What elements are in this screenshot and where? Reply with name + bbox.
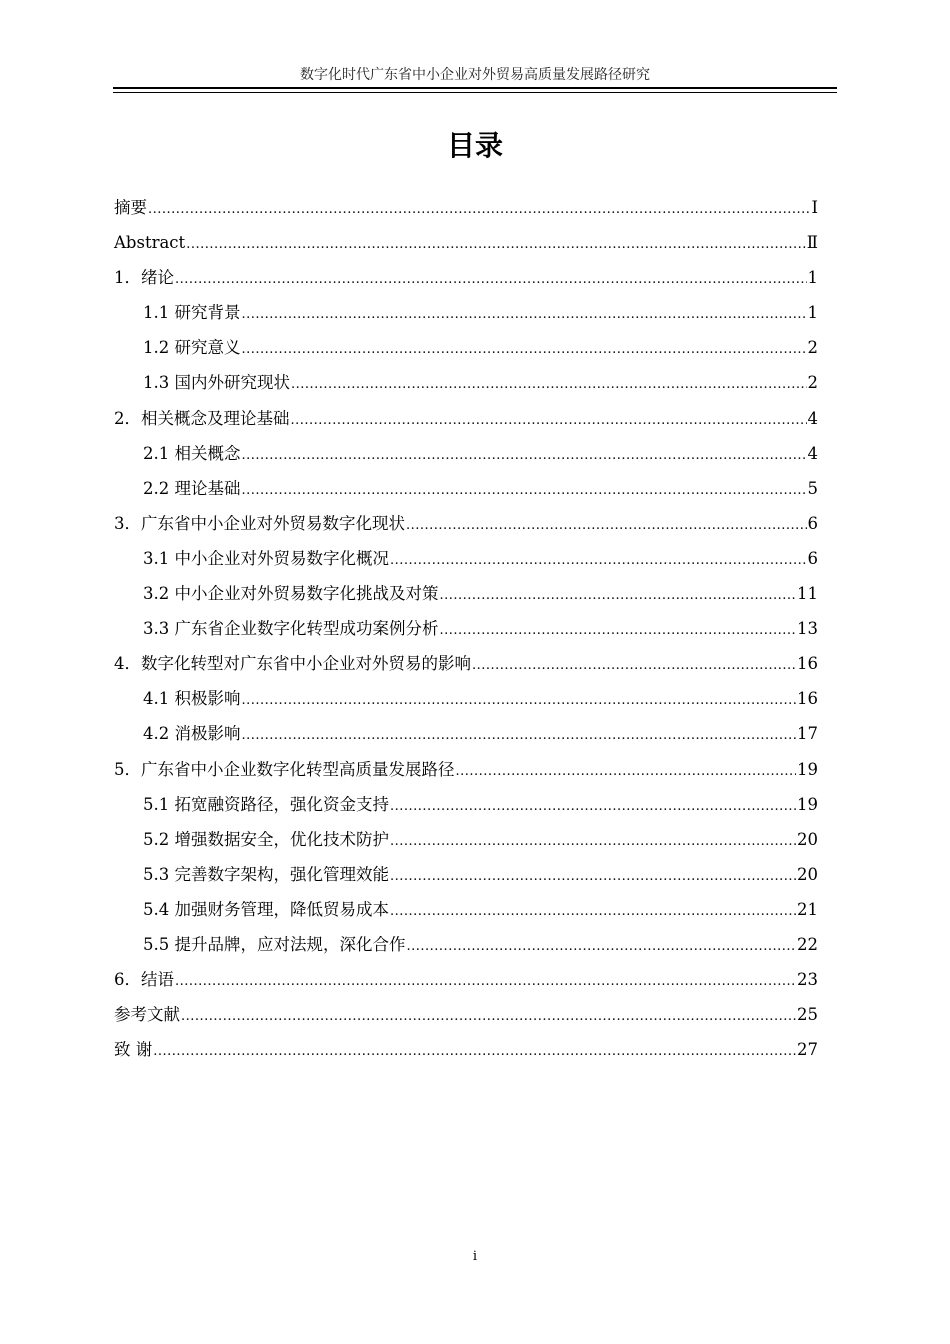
toc-entry[interactable] [114,752,818,787]
toc-entry[interactable] [114,681,818,716]
toc-entry-label: 参考文献 [114,1005,180,1025]
toc-entry[interactable] [114,260,818,295]
toc-entry[interactable] [114,330,818,365]
toc-entry-label: 2.2 理论基础 [143,478,241,498]
toc-entry-page: Ⅱ [806,233,818,253]
toc-entry[interactable] [114,190,818,225]
toc-entry-label: 3.2 中小企业对外贸易数字化挑战及对策 [143,584,439,604]
toc-entry[interactable] [114,365,818,400]
toc-entry-label: 1.2 研究意义 [143,338,241,358]
toc-entry-page: 2 [807,373,818,393]
toc-entry-page: 2 [807,338,818,358]
toc-entry-label: 2．相关概念及理论基础 [114,408,290,428]
header-rule-thick [113,87,837,89]
toc-dot-leader [242,683,797,718]
toc-entry-label: 4.1 积极影响 [143,689,241,709]
toc-entry[interactable] [114,927,818,962]
toc-entry-label: 摘要 [114,198,147,217]
toc-dot-leader [390,789,796,824]
toc-entry[interactable] [114,822,818,857]
toc-entry-label: 1．绪论 [114,268,174,288]
toc-dot-leader [181,999,796,1034]
toc-dot-leader [390,543,807,578]
toc-entry-page: 25 [797,1005,818,1025]
toc-dot-leader [242,718,797,753]
toc-dot-leader [148,192,810,227]
toc-entry[interactable] [114,611,818,646]
toc-dot-leader [407,929,797,964]
toc-entry-label: 3.1 中小企业对外贸易数字化概况 [143,548,389,568]
toc-entry[interactable] [114,506,818,541]
toc-entry-page: 22 [797,934,818,954]
toc-entry[interactable] [114,471,818,506]
toc-entry-page: 16 [797,689,818,709]
toc-entry[interactable] [114,1032,818,1067]
toc-entry-page: 1 [807,268,818,288]
toc-dot-leader [390,859,796,894]
toc-dot-leader [390,824,796,859]
toc-dot-leader [153,1034,796,1069]
toc-entry-label: 5.4 加强财务管理，降低贸易成本 [143,899,389,919]
toc-dot-leader [242,473,807,508]
toc-entry-label: 1.1 研究背景 [143,303,241,323]
toc-entry-page: 20 [797,864,818,884]
toc-entry-label: Abstract [114,233,186,253]
toc-entry[interactable] [114,787,818,822]
toc-dot-leader [175,964,796,999]
toc-entry-page: 16 [797,654,818,674]
toc-dot-leader [242,438,807,473]
toc-entry-page: 19 [797,794,818,814]
toc-entry-page: 5 [807,478,818,498]
toc-entry-label: 5.1 拓宽融资路径，强化资金支持 [143,794,389,814]
toc-entry-label: 致 谢 [114,1040,153,1060]
toc-entry[interactable] [114,716,818,751]
toc-entry[interactable] [114,576,818,611]
toc-entry-label: 2.1 相关概念 [143,443,241,463]
toc-entry-page: 1 [807,303,818,323]
toc-entry-page: 6 [807,513,818,533]
toc-entry[interactable] [114,857,818,892]
toc-entry-page: 6 [807,548,818,568]
toc-entry[interactable] [114,962,818,997]
running-header: 数字化时代广东省中小企业对外贸易高质量发展路径研究 [300,67,650,83]
toc-entry-page: 4 [807,408,818,428]
toc-dot-leader [291,367,807,402]
toc-dot-leader [472,648,796,683]
toc-entry-label: 4．数字化转型对广东省中小企业对外贸易的影响 [114,654,471,674]
toc-entry-page: 13 [797,619,818,639]
toc-entry-label: 3．广东省中小企业对外贸易数字化现状 [114,513,405,533]
toc-entry[interactable] [114,295,818,330]
toc-entry-label: 5.3 完善数字架构，强化管理效能 [143,864,389,884]
toc-entry[interactable] [114,436,818,471]
toc-entry-label: 1.3 国内外研究现状 [143,373,290,393]
toc-entry-label: 4.2 消极影响 [143,724,241,744]
toc-title: 目录 [446,129,503,162]
table-of-contents [114,190,818,1067]
toc-entry[interactable] [114,892,818,927]
toc-entry-label: 5．广东省中小企业数字化转型高质量发展路径 [114,759,455,779]
toc-entry-page: 17 [797,724,818,744]
toc-entry-label: 6．结语 [114,970,174,990]
toc-entry-page: 19 [797,759,818,779]
toc-dot-leader [291,403,807,438]
toc-entry[interactable] [114,646,818,681]
toc-dot-leader [242,297,807,332]
toc-dot-leader [186,227,806,262]
toc-entry-page: Ⅰ [811,198,818,217]
toc-dot-leader [440,578,797,613]
toc-entry-page: 27 [797,1040,818,1060]
page-number: i [472,1249,478,1264]
toc-dot-leader [390,894,796,929]
toc-dot-leader [440,613,797,648]
toc-dot-leader [456,754,797,789]
header-rule-thin [113,92,837,93]
toc-entry[interactable] [114,225,818,260]
toc-entry[interactable] [114,997,818,1032]
toc-dot-leader [242,332,807,367]
toc-entry[interactable] [114,401,818,436]
toc-entry-page: 21 [797,899,818,919]
toc-entry[interactable] [114,541,818,576]
toc-dot-leader [175,262,807,297]
toc-entry-label: 3.3 广东省企业数字化转型成功案例分析 [143,619,439,639]
toc-entry-page: 20 [797,829,818,849]
toc-entry-label: 5.5 提升品牌，应对法规，深化合作 [143,934,406,954]
toc-entry-page: 23 [797,970,818,990]
toc-entry-label: 5.2 增强数据安全，优化技术防护 [143,829,389,849]
toc-entry-page: 11 [797,584,818,604]
toc-dot-leader [406,508,807,543]
toc-entry-page: 4 [807,443,818,463]
